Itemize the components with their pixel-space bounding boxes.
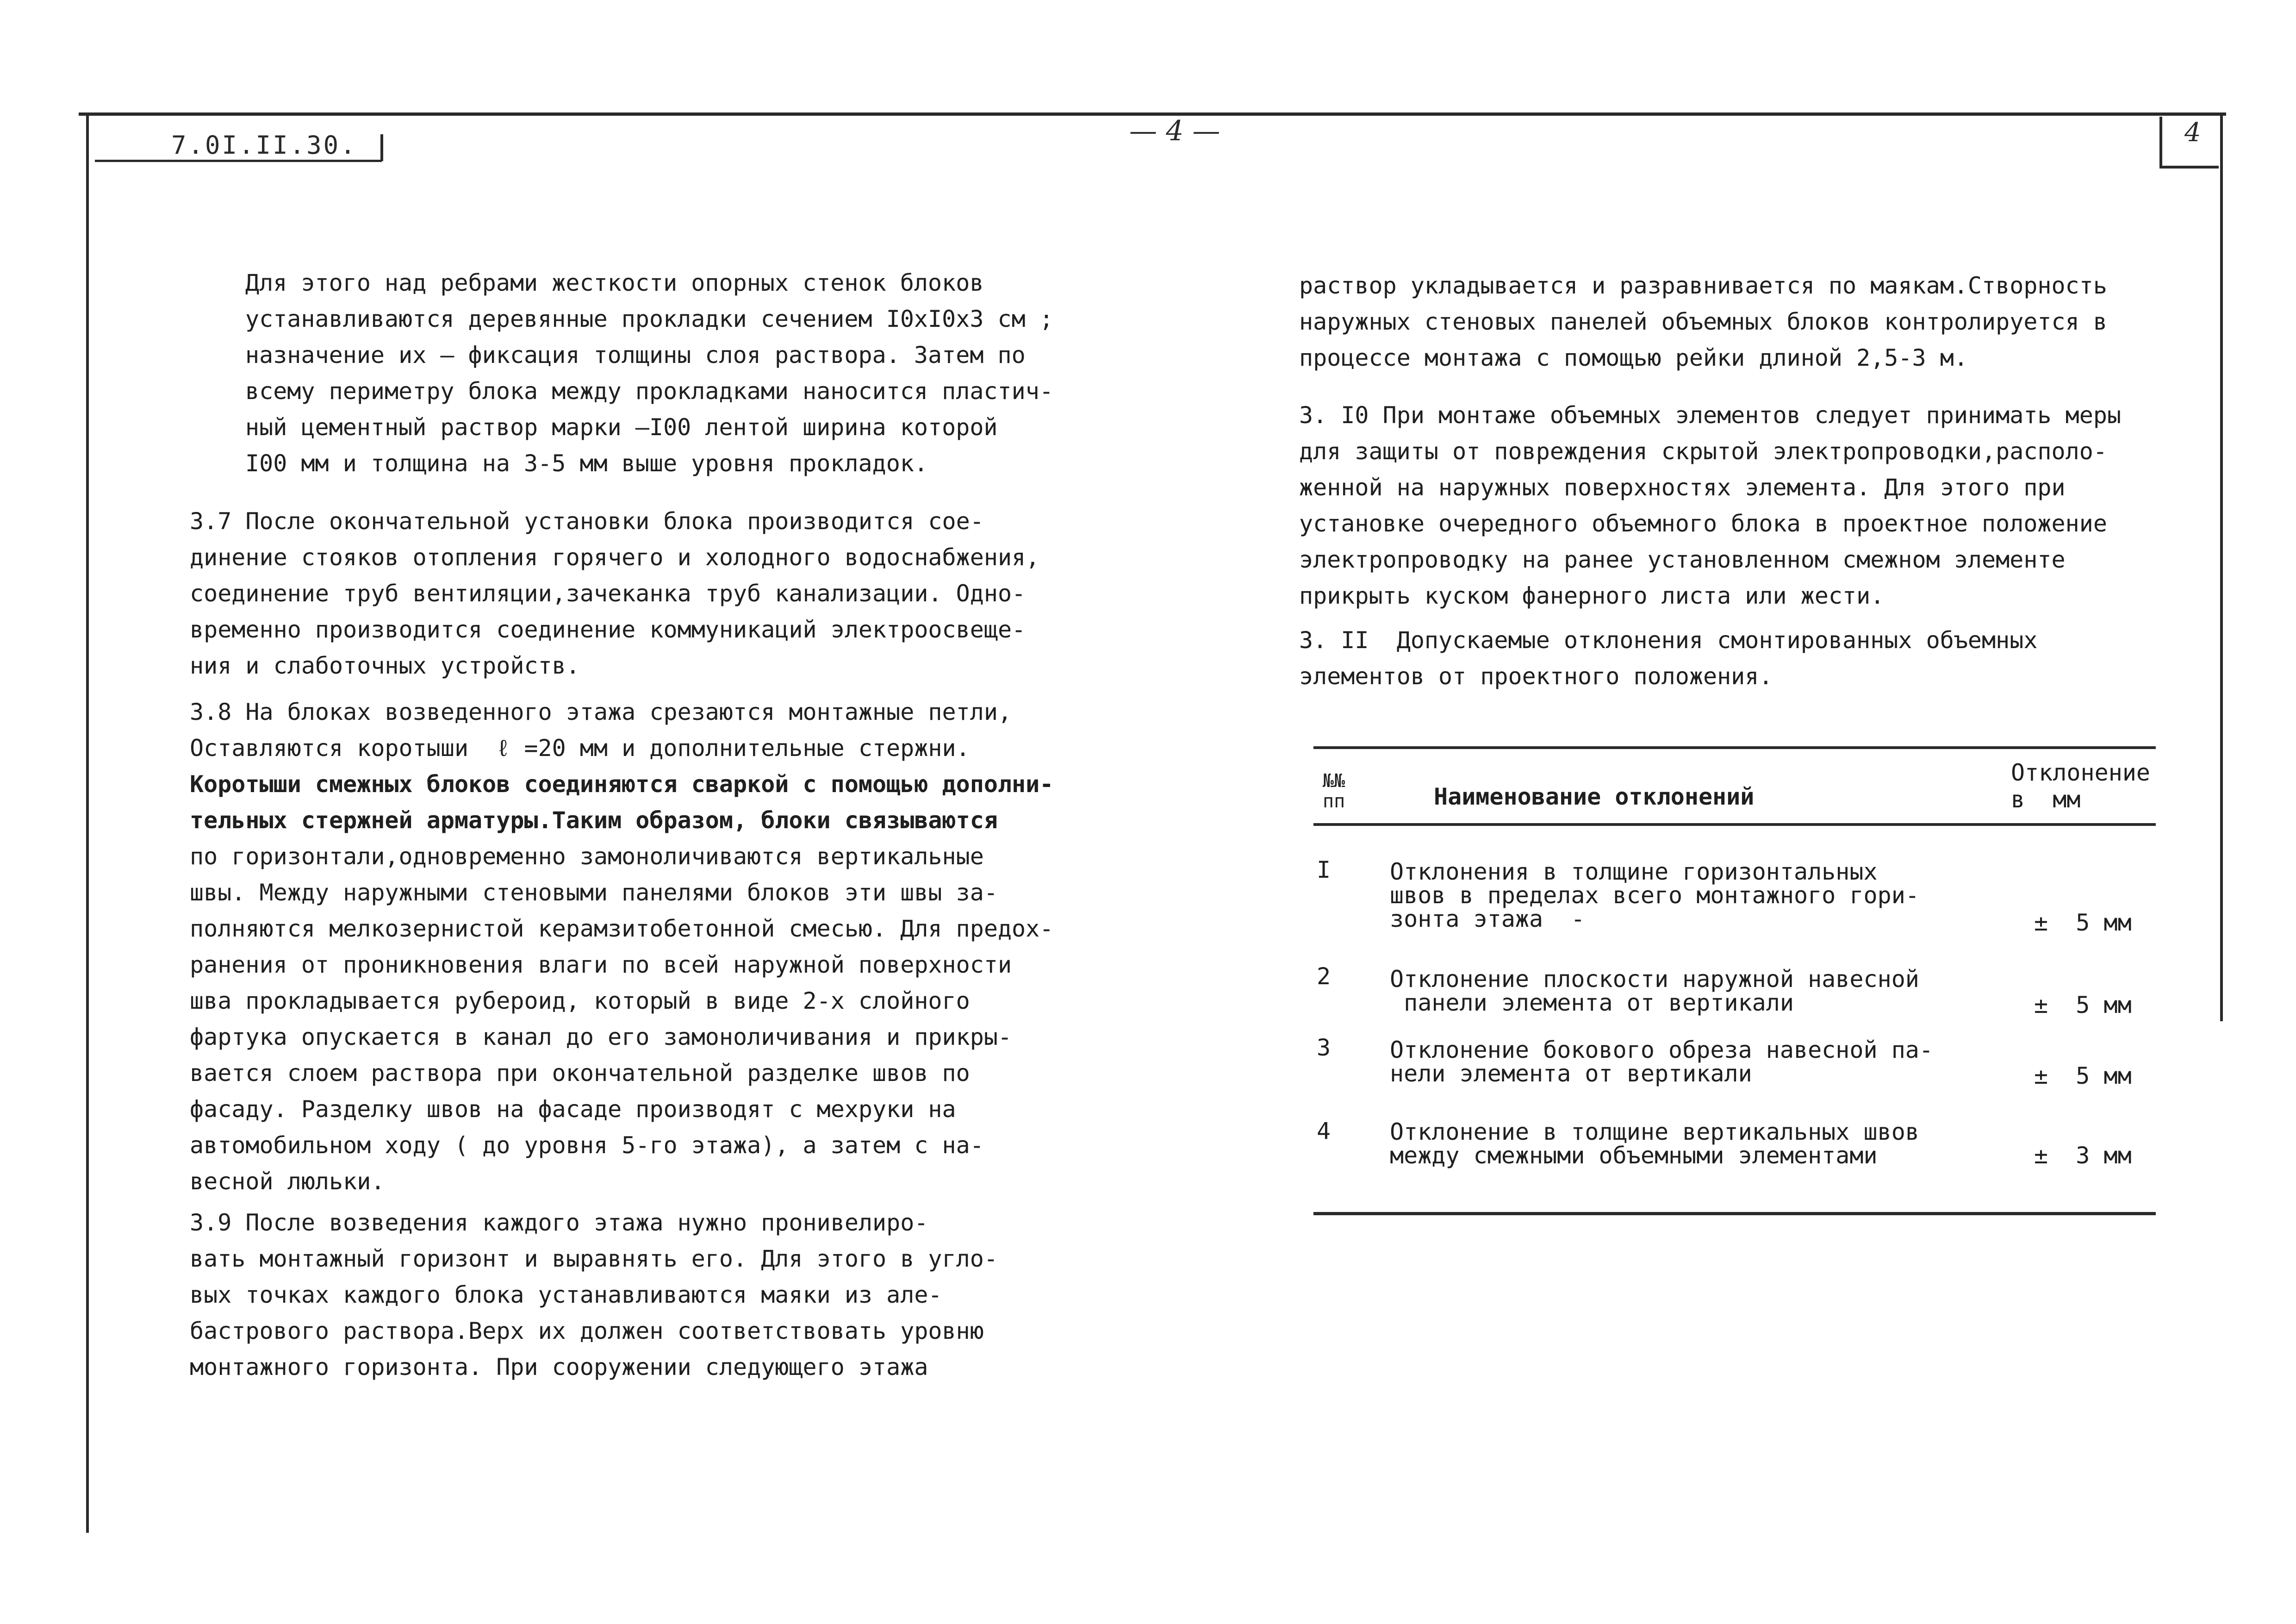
table-bottom-rule [1313, 1212, 2156, 1215]
table-top-rule [1313, 746, 2156, 749]
row-tolerance: ± 5 мм [2034, 1062, 2132, 1089]
table-header-number: №№ пп [1323, 770, 1345, 812]
table-header-rule [1313, 823, 2156, 826]
document-code-underline [95, 160, 382, 162]
row-description: Отклонение бокового обреза навесной па- нели элемента от вертикали [1390, 1037, 1933, 1087]
row-number: 2 [1317, 963, 1331, 990]
paragraph-3-10: 3. I0 При монтаже объемных элементов следует принимать меры для защиты от повреждения скрытой электропроводки,располо- женной на наружных поверхностях элемента. Для этого при установке очередного объемного блока в проектное положение электропроводку на ранее установленном смежном элементе прикрыть куском фанерного листа или жести. [1299, 402, 2122, 609]
row-number: I [1317, 856, 1331, 883]
document-code-tick [380, 134, 383, 161]
page-number-mark: — 4 — [1129, 115, 1220, 147]
table-header-name: Наименование отклонений [1434, 783, 1755, 810]
intro-paragraph: Для этого над ребрами жесткости опорных стенок блоков устанавливаются деревянные прокладки сечением I0хI0х3 см ; назначение их – фиксация толщины слоя раствора. Затем по всему периметру блока между прокладками наносится пластич- ный цементный раствор марки –I00 лентой ширина которой I00 мм и толщина на 3-5 мм выше уровня прокладок. [245, 269, 1053, 477]
paragraph-3-11: 3. II Допускаемые отклонения смонтированных объемных элементов от проектного положения. [1299, 627, 2038, 690]
document-code: 7.0I.II.30. [171, 131, 357, 160]
row-tolerance: ± 3 мм [2034, 1142, 2132, 1169]
row-description: Отклонения в толщине горизонтальных швов в пределах всего монтажного гори- зонта этажа - [1390, 858, 1919, 932]
paragraph-3-8-continued: по горизонтали,одновременно замоноличиваются вертикальные швы. Между наружными стеновыми панелями блоков эти швы за- полняются мелкозернистой керамзитобетонной смесью. Для предох- ранения от проникновения влаги по всей наружной поверхности шва прокладывается рубероид, который в виде 2-х слойного фартука опускается в канал до его замоноличивания и прикры- вается слоем раствора при окончательной разделке швов по фасаду. Разделку швов на фасаде производят с мехруки на автомобильном ходу ( до уровня 5-го этажа), а затем с на- весной люльки. [190, 843, 1054, 1195]
paragraph-3-9: 3.9 После возведения каждого этажа нужно пронивелиро- вать монтажный горизонт и выравнять его. Для этого в угло- вых точках каждого блока устанавливаются маяки из але- бастрового раствора.Верх их должен соответствовать уровню монтажного горизонта. При сооружении следующего этажа [190, 1209, 998, 1380]
paragraph-3-8-start: 3.8 На блоках возведенного этажа срезаются монтажные петли, Оставляются коротыши ℓ =20 мм и дополнительные стержни. [190, 699, 1012, 762]
sheet-number: 4 [2184, 118, 2201, 148]
paragraph-3-7: 3.7 После окончательной установки блока производится сое- динение стояков отопления горячего и холодного водоснабжения, соединение труб вентиляции,зачеканка труб канализации. Одно- временно производится соединение коммуникаций электроосвеще- ния и слаботочных устройств. [190, 508, 1040, 679]
row-number: 4 [1317, 1118, 1331, 1144]
row-number: 3 [1317, 1034, 1331, 1061]
row-tolerance: ± 5 мм [2034, 992, 2132, 1018]
frame-right-border [2220, 114, 2223, 1021]
row-description: Отклонение плоскости наружной навесной панели элемента от вертикали [1390, 966, 1919, 1016]
paragraph-3-8-bold: Коротыши смежных блоков соединяются сваркой с помощью дополни- тельных стержней арматуры.Таким образом, блоки связываются [190, 771, 1054, 834]
frame-left-border [86, 114, 89, 1533]
table-header-value: Отклонение в мм [2011, 759, 2151, 813]
row-description: Отклонение в толщине вертикальных швов между смежными объемными элементами [1390, 1118, 1919, 1169]
row-tolerance: ± 5 мм [2034, 909, 2132, 936]
continued-paragraph: раствор укладывается и разравнивается по маякам.Створность наружных стеновых панелей объемных блоков контролируется в процессе монтажа с помощью рейки длиной 2,5-3 м. [1299, 272, 2107, 371]
